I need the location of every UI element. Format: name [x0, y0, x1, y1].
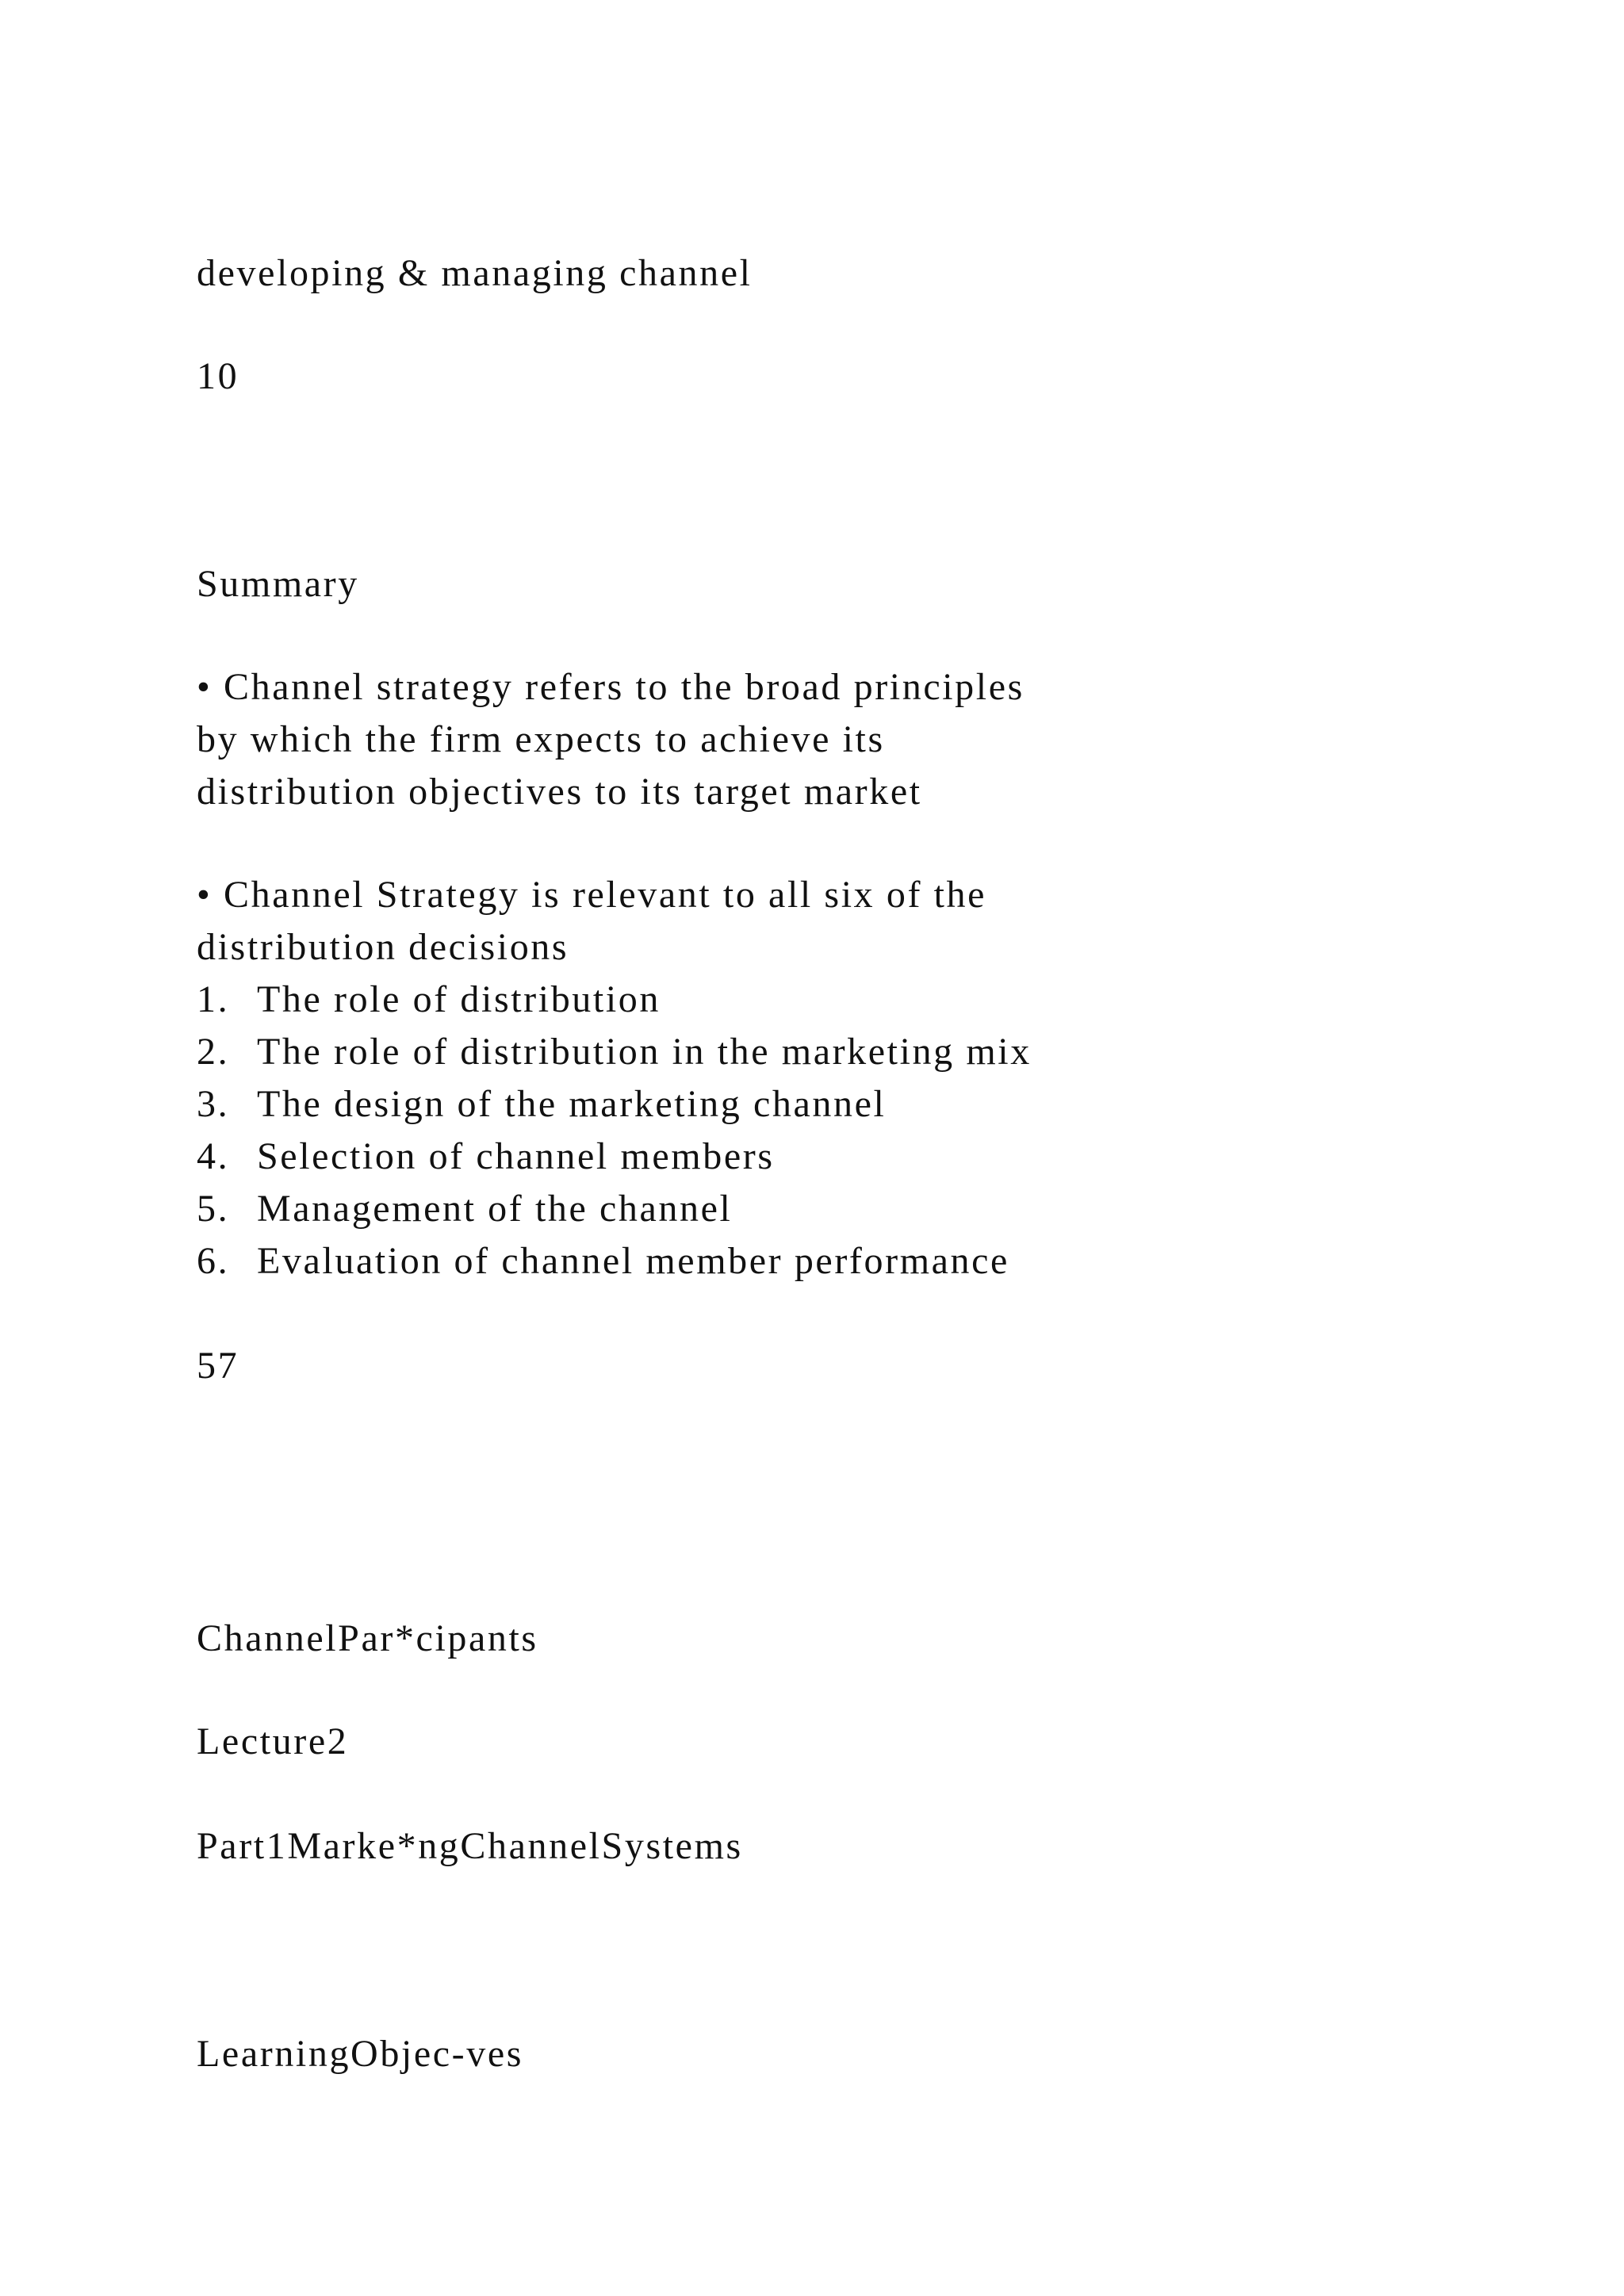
bullet1-line1: • Channel strategy refers to the broad principles — [197, 666, 1025, 708]
decision-item — [197, 1235, 1009, 1288]
decision-item — [197, 1183, 732, 1235]
bullet1-line3: distribution objectives to its target market — [197, 771, 922, 813]
lecture-number: Lecture2 — [197, 1720, 349, 1762]
decision-number: 6. — [197, 1240, 230, 1282]
bullet2-line2: distribution decisions — [197, 926, 569, 968]
decision-item — [197, 1078, 886, 1131]
learning-objectives-heading: LearningObjec-ves — [197, 2033, 524, 2075]
decision-item — [197, 1026, 1032, 1078]
decision-item — [197, 1131, 775, 1183]
lecture-part: Part1Marke*ngChannelSystems — [197, 1825, 743, 1867]
decision-number: 1. — [197, 978, 230, 1020]
page-number-top: 10 — [197, 355, 239, 397]
decision-number: 5. — [197, 1188, 230, 1230]
decision-text: The design of the marketing channel — [257, 1083, 887, 1125]
document-title: developing & managing channel — [197, 252, 753, 294]
decision-text: The role of distribution — [257, 978, 661, 1020]
page-number-summary: 57 — [197, 1345, 239, 1387]
bullet2-line1: • Channel Strategy is relevant to all six of the — [197, 874, 987, 916]
decision-item — [197, 974, 661, 1026]
summary-heading: Summary — [197, 563, 359, 605]
lecture-title: ChannelPar*cipants — [197, 1617, 538, 1659]
decision-text: Evaluation of channel member performance — [257, 1240, 1009, 1282]
bullet1-line2: by which the firm expects to achieve its — [197, 718, 885, 760]
decision-text: The role of distribution in the marketing mix — [257, 1031, 1032, 1073]
decision-text: Management of the channel — [257, 1188, 733, 1230]
decision-number: 3. — [197, 1083, 230, 1125]
decision-number: 4. — [197, 1135, 230, 1177]
decision-number: 2. — [197, 1031, 230, 1073]
decision-text: Selection of channel members — [257, 1135, 775, 1177]
